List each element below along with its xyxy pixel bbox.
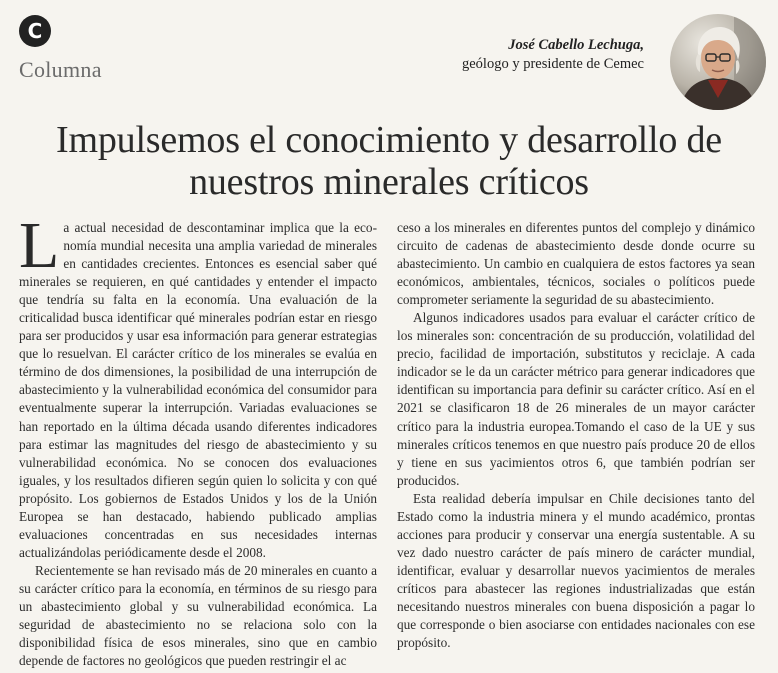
author-photo: [670, 14, 766, 110]
headline-line-1: Impulsemos el conocimiento y desarrollo de: [56, 119, 722, 161]
drop-cap: L: [19, 209, 60, 282]
article-column-right: [397, 219, 755, 652]
headline: [22, 119, 756, 203]
paragraph: ceso a los minerales en diferentes puntos del complejo y dinámico circuito de cadenas de abastecimiento desde donde ocurre su abastecimiento. Un cambio en cualquiera de estos factores ya sean económicos, ambientales, técnicos, sociales o políticos puede comprometer seriamente la seguridad de su abastecimiento.: [397, 220, 755, 308]
paragraph: Algunos indicadores usados para evaluar el carácter crítico de los minerales son: concentración de su producción, volatilidad del precio, facilidad de importación, substitutos y reciclaje. A cada indicador se le da un carácter métrico para generar indicadores que identifican su importancia para definir su carácter crítico. Así en el 2021 se clasificaron 18 de 26 minerales de un mayor carácter crítico para la industria europea.Tomando el caso de la UE y sus minerales críticos tenemos en que nuestro país produce 20 de ellos y tiene en sus yacimientos otros 6, que también podrían ser producidos.: [397, 310, 755, 488]
headline-line-2: nuestros minerales críticos: [189, 161, 589, 203]
article-column-left: [19, 209, 377, 670]
section-label: Columna: [19, 57, 102, 82]
paragraph: Recientemente se han revisado más de 20 minerales en cuanto a su carácter crítico para la economía, en términos de su riesgo para un abastecimiento global y su vulnerabilidad económica. La seguridad de abastecimiento no se relaciona solo con la disponibilidad física de esos minerales, sino que en cambio depende de factores no geológicos que pueden restringir el ac: [19, 562, 377, 669]
paragraph-text: a actual necesidad de descontaminar implica que la economía mundial necesita una amplia variedad de minerales en cantidades crecientes. Entonces es esencial saber qué minerales se requieren, en qué cantidades y entender el impacto que tendría su falta en la economía. Una evaluación de la criticalidad busca identificar qué minerales podrían estar en riesgo para ser producidos y usar esa información para generar estrategias que lo resuelvan. El carácter crítico de los minerales se evalúa en término de dos dimensiones, la posibilidad de una interrupción de abastecimiento y la vulnerabilidad económica del consumidor para eventualmente superar la interrupción. Variadas evaluaciones se han reportado en la última década usando diferentes indicadores para estimar las magnitudes del riesgo de abastecimiento y su vulnerabilidad económica. No se conocen dos evaluaciones iguales, y los resultados difieren según quien lo solicita y con qué propósito. Los gobiernos de Estados Unidos y los de la Unión Europea se han destacado, habiendo publicado amplias evaluaciones concentradas en sus necesidades internas actualizándolas periódicamente desde el 2008.: [19, 220, 377, 560]
author-role: geólogo y presidente de Cemec: [462, 56, 644, 72]
column-badge: C: [19, 15, 51, 47]
author-name: José Cabello Lechuga,: [508, 37, 644, 53]
paragraph: [19, 209, 377, 562]
author-byline: [462, 36, 644, 74]
paragraph: Esta realidad debería impulsar en Chile decisiones tanto del Estado como la industria minera y el mundo académico, prontas acciones para producir y conservar una energía sustentable. A su vez dado nuestro carácter de país minero de carácter mundial, identificar, evaluar y desarrollar nuevos yacimientos de merales críticos para abastecer las regiones industrializadas que están necesitando nuestros minerales con buena disposición a pagar lo que corresponde o bien asociarse con entidades nacionales con ese propósito.: [397, 490, 755, 651]
